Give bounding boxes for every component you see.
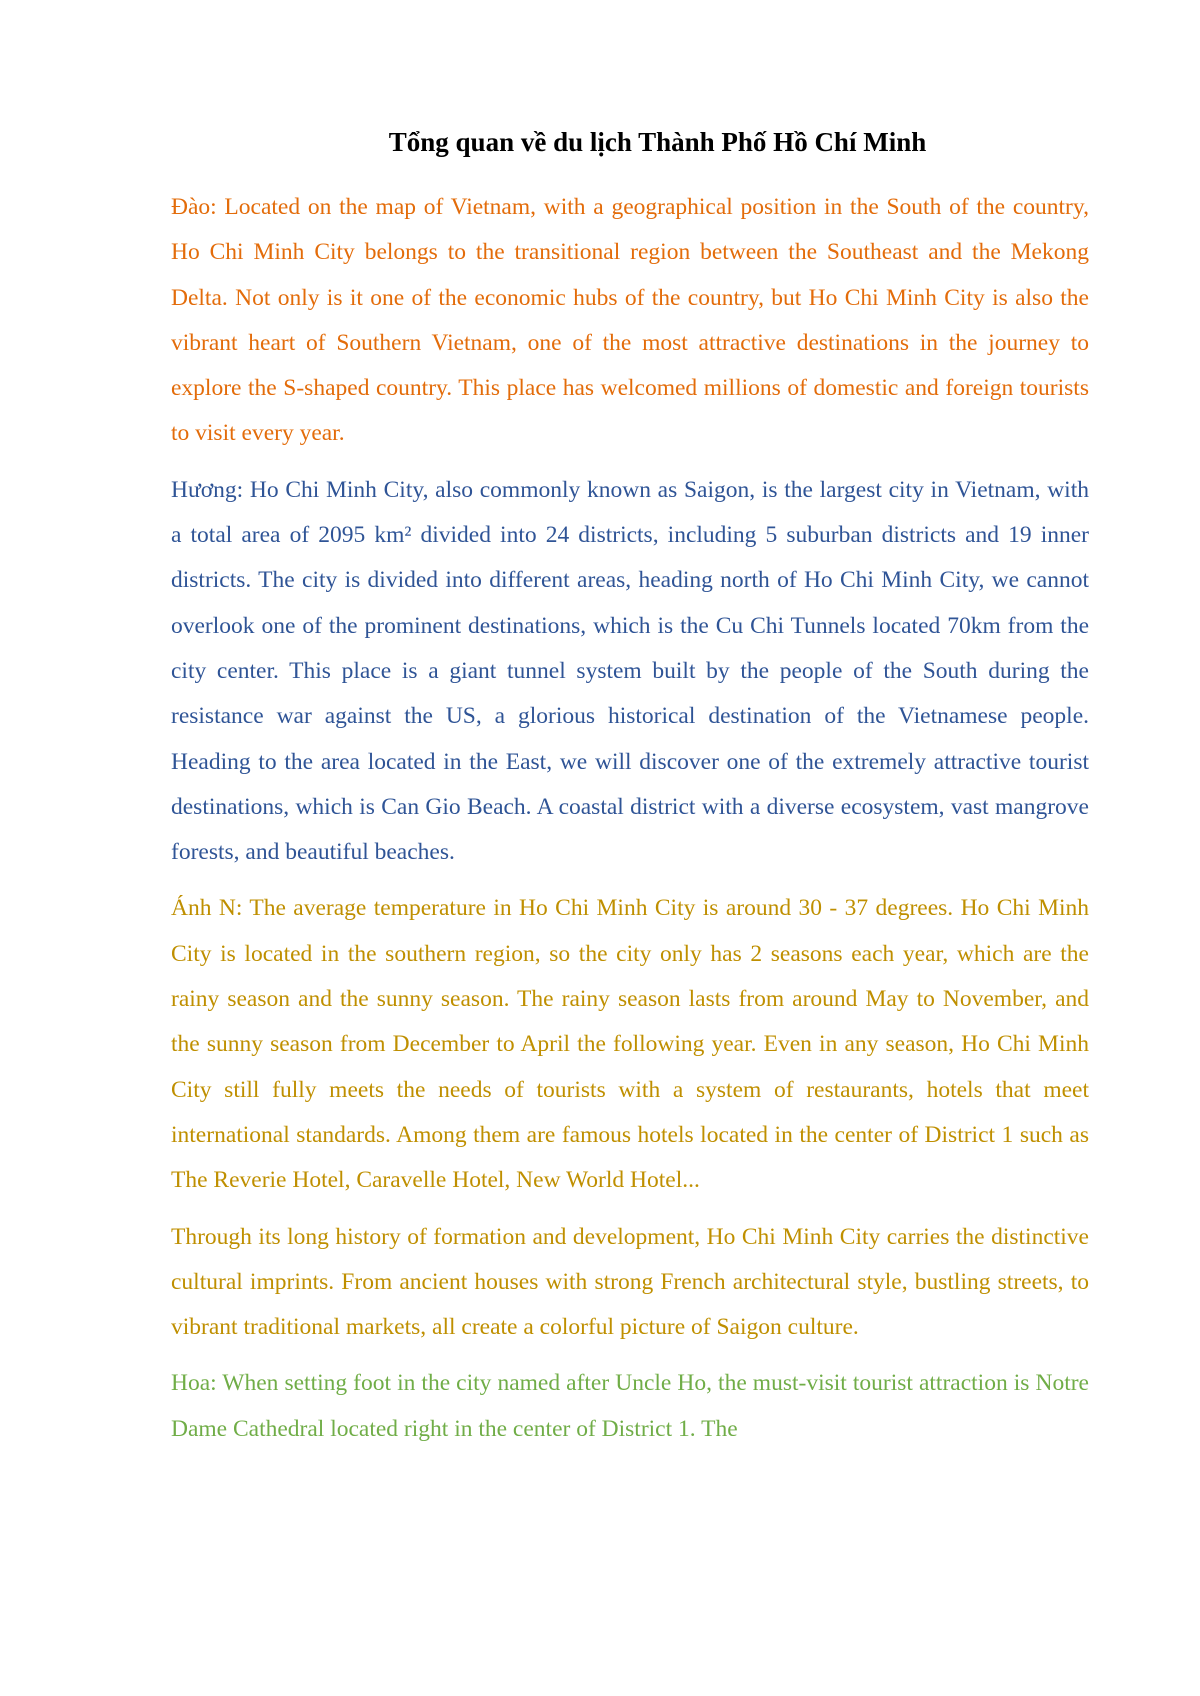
paragraph-culture: Through its long history of formation and development, Ho Chi Minh City carries the distinctive cultural imprints. From ancient houses with strong French architectural style, bustling streets, to vibrant traditional markets, all create a colorful picture of Saigon culture.: [171, 1223, 1089, 1341]
document-body: [171, 185, 1089, 1463]
paragraph-hoa: Hoa: When setting foot in the city named after Uncle Ho, the must-visit tourist attraction is Notre Dame Cathedral located right in the center of District 1. The: [171, 1370, 1089, 1442]
paragraph-anh-n: Ánh N: The average temperature in Ho Chi Minh City is around 30 - 37 degrees. Ho Chi Minh City is located in the southern region, so the city only has 2 seasons each year, which are the rainy season and the sunny season. The rainy season lasts from around May to November, and the sunny season from December to April the following year. Even in any season, Ho Chi Minh City still fully meets the needs of tourists with a system of restaurants, hotels that meet international standards. Among them are famous hotels located in the center of District 1 such as The Reverie Hotel, Caravelle Hotel, New World Hotel...: [171, 895, 1089, 1194]
document-title: Tổng quan về du lịch Thành Phố Hồ Chí Minh: [388, 127, 927, 157]
paragraph-dao: Đào: Located on the map of Vietnam, with a geographical position in the South of the country, Ho Chi Minh City belongs to the transitional region between the Southeast and the Mekong Delta. Not only is it one of the economic hubs of the country, but Ho Chi Minh City is also the vibrant heart of Southern Vietnam, one of the most attractive destinations in the journey to explore the S-shaped country. This place has welcomed millions of domestic and foreign tourists to visit every year.: [171, 194, 1089, 447]
paragraph-huong: Hương: Ho Chi Minh City, also commonly known as Saigon, is the largest city in Vietnam, with a total area of 2095 km² divided into 24 districts, including 5 suburban districts and 19 inner districts. The city is divided into different areas, heading north of Ho Chi Minh City, we cannot overlook one of the prominent destinations, which is the Cu Chi Tunnels located 70km from the city center. This place is a giant tunnel system built by the people of the South during the resistance war against the US, a glorious historical destination of the Vietnamese people. Heading to the area located in the East, we will discover one of the extremely attractive tourist destinations, which is Can Gio Beach. A coastal district with a diverse ecosystem, vast mangrove forests, and beautiful beaches.: [171, 476, 1089, 866]
